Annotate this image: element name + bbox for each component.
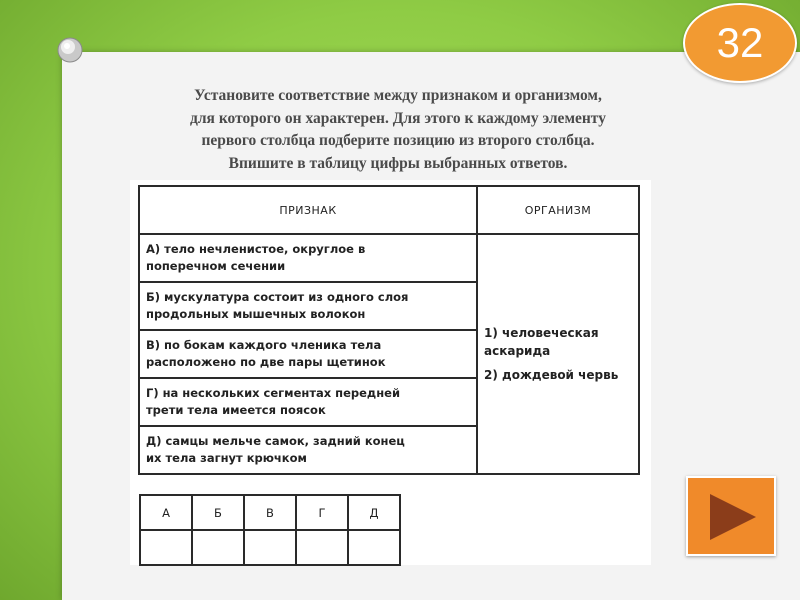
question-line: для которого он характерен. Для этого к каждому элементу bbox=[190, 109, 606, 127]
organism-line: 1) человеческая bbox=[484, 326, 599, 340]
feature-line: Б) мускулатура состоит из одного слоя bbox=[146, 290, 409, 304]
question-text bbox=[98, 85, 698, 175]
answer-letter-g: Г bbox=[296, 495, 348, 530]
answer-cell-v[interactable] bbox=[244, 530, 296, 565]
answer-cell-g[interactable] bbox=[296, 530, 348, 565]
feature-row-b bbox=[139, 282, 477, 330]
answer-letter-d: Д bbox=[348, 495, 400, 530]
organism-option-2 bbox=[484, 366, 632, 384]
slide-number-badge: 32 bbox=[683, 3, 797, 83]
organism-option-1 bbox=[484, 324, 632, 360]
question-line: первого столбца подберите позицию из второго столбца. bbox=[201, 132, 595, 149]
organism-line: аскарида bbox=[484, 344, 551, 358]
header-organism: ОРГАНИЗМ bbox=[477, 186, 639, 234]
feature-line: продольных мышечных волокон bbox=[146, 307, 366, 321]
feature-row-v bbox=[139, 330, 477, 378]
organism-cell bbox=[477, 234, 639, 474]
feature-row-a bbox=[139, 234, 477, 282]
task-table-area bbox=[130, 180, 651, 565]
feature-line: их тела загнут крючком bbox=[146, 451, 307, 465]
feature-row-g bbox=[139, 378, 477, 426]
play-arrow-icon bbox=[704, 490, 760, 544]
matching-table bbox=[138, 185, 640, 475]
answer-table bbox=[139, 494, 401, 566]
answer-letter-b: Б bbox=[192, 495, 244, 530]
answer-cell-b[interactable] bbox=[192, 530, 244, 565]
organism-line: 2) дождевой червь bbox=[484, 368, 619, 382]
feature-line: трети тела имеется поясок bbox=[146, 403, 326, 417]
pushpin-icon bbox=[56, 36, 84, 64]
next-slide-button[interactable] bbox=[686, 476, 776, 556]
feature-line: А) тело нечленистое, округлое в bbox=[146, 242, 366, 256]
question-line: Впишите в таблицу цифры выбранных ответов. bbox=[228, 154, 568, 172]
feature-line: Г) на нескольких сегментах передней bbox=[146, 386, 401, 400]
feature-row-d bbox=[139, 426, 477, 474]
feature-line: Д) самцы мельче самок, задний конец bbox=[146, 434, 405, 448]
answer-letter-v: В bbox=[244, 495, 296, 530]
answer-cell-d[interactable] bbox=[348, 530, 400, 565]
feature-line: расположено по две пары щетинок bbox=[146, 355, 386, 369]
answer-cell-a[interactable] bbox=[140, 530, 192, 565]
header-feature: ПРИЗНАК bbox=[139, 186, 477, 234]
feature-line: поперечном сечении bbox=[146, 259, 286, 273]
feature-line: В) по бокам каждого членика тела bbox=[146, 338, 382, 352]
question-line: Установите соответствие между признаком и организмом, bbox=[194, 87, 602, 104]
answer-letter-a: А bbox=[140, 495, 192, 530]
